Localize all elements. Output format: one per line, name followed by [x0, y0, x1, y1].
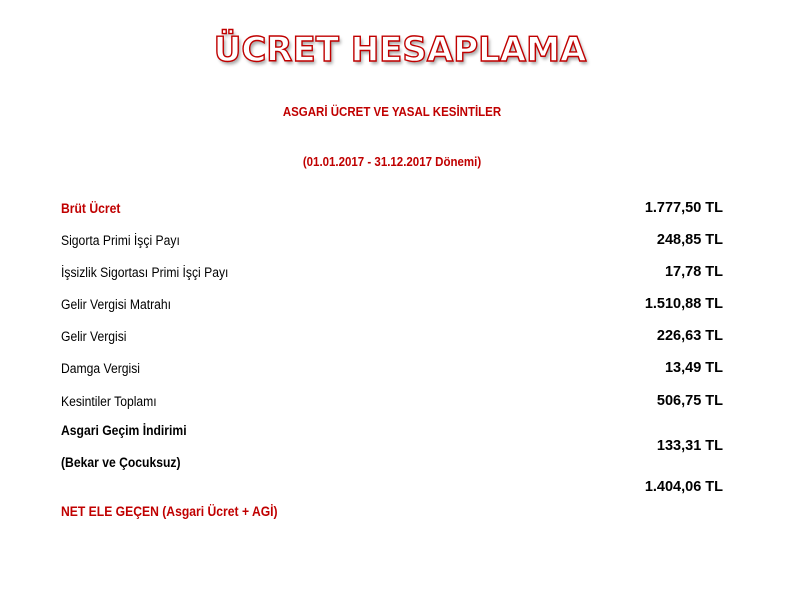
agi-value: 133,31 TL [656, 438, 723, 454]
row-label: Brüt Ücret [61, 200, 121, 216]
row-value: 248,85 TL [656, 232, 723, 248]
agi-label-line1: Asgari Geçim İndirimi [61, 423, 187, 438]
row-brut-ucret [61, 198, 723, 218]
row-label: Kesintiler Toplamı [61, 393, 157, 409]
row-kesintiler-toplami [61, 391, 723, 411]
row-gelir-vergisi-matrahi [61, 294, 723, 314]
net-value: 1.404,06 TL [644, 479, 723, 495]
page-subtitle: ASGARİ ÜCRET VE YASAL KESİNTİLER [282, 105, 502, 119]
row-label: Sigorta Primi İşçi Payı [61, 232, 180, 248]
row-value: 1.777,50 TL [644, 200, 723, 216]
row-damga-vergisi [61, 358, 723, 378]
row-label: İşsizlik Sigortası Primi İşçi Payı [61, 264, 229, 280]
row-sigorta-primi [61, 230, 723, 250]
row-value: 17,78 TL [664, 264, 723, 280]
row-value: 506,75 TL [656, 393, 723, 409]
row-issizlik-primi [61, 262, 723, 282]
row-value: 226,63 TL [656, 328, 723, 344]
row-label: Damga Vergisi [61, 360, 141, 376]
row-label: Gelir Vergisi Matrahı [61, 296, 172, 312]
page-title: ÜCRET HESAPLAMA [213, 30, 587, 70]
period-label: (01.01.2017 - 31.12.2017 Dönemi) [302, 155, 482, 169]
row-value: 13,49 TL [664, 360, 723, 376]
row-label: Gelir Vergisi [61, 328, 127, 344]
row-value: 1.510,88 TL [644, 296, 723, 312]
agi-label-line2: (Bekar ve Çocuksuz) [61, 455, 181, 470]
net-label: NET ELE GEÇEN (Asgari Ücret + AGİ) [61, 504, 278, 519]
row-gelir-vergisi [61, 326, 723, 346]
